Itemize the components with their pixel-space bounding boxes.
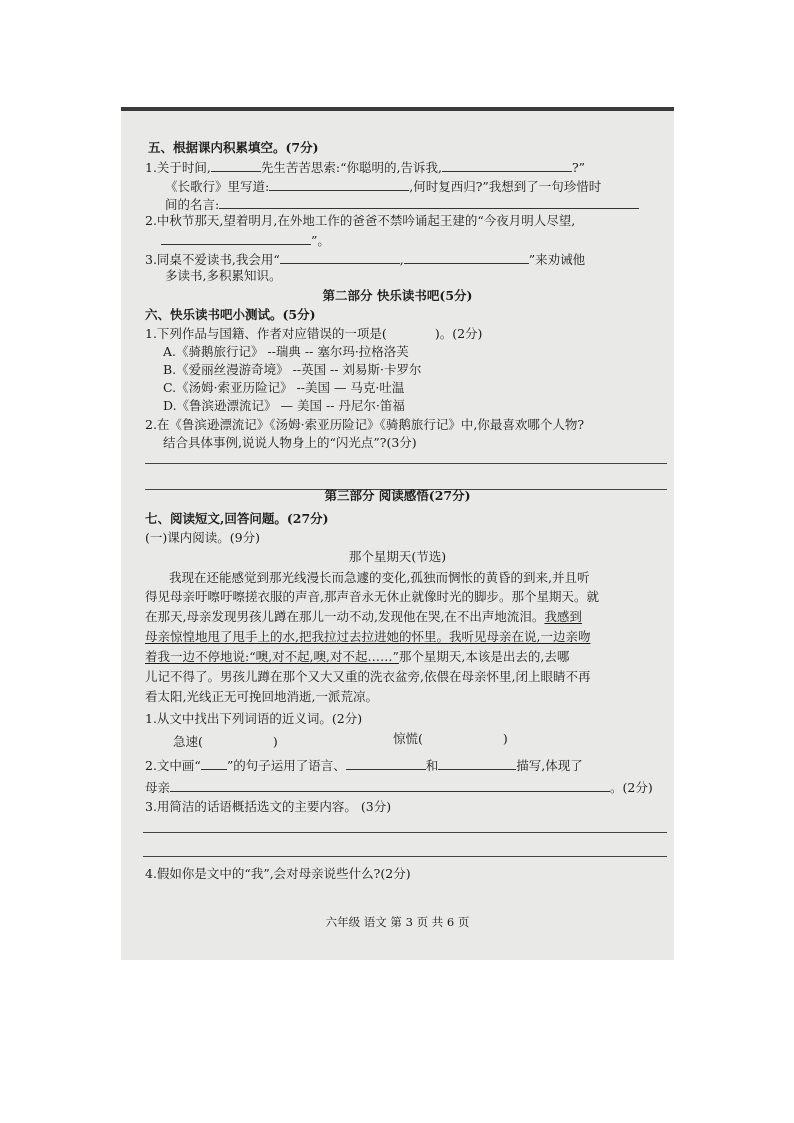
underlined-sentence: 我感到 bbox=[544, 609, 582, 624]
section-6-title: 六、快乐读书吧小测试。(5分) bbox=[145, 307, 316, 322]
photo-top-edge bbox=[121, 107, 674, 111]
answer-line[interactable] bbox=[143, 832, 667, 833]
page-footer: 六年级 语文 第 3 页 共 6 页 bbox=[325, 915, 470, 929]
s6-q1: 1.下列作品与国籍、作者对应错误的一项是( )。(2分) bbox=[145, 326, 483, 341]
part-3-heading: 第三部分 阅读感悟(27分) bbox=[324, 488, 471, 503]
s7-subsection: (一)课内阅读。(9分) bbox=[145, 530, 260, 545]
s5-q1-line2: 《长歌行》里写道: ,何时复西归?”我想到了一句珍惜时 bbox=[165, 179, 602, 194]
s7-q4: 4.假如你是文中的“我”,会对母亲说些什么?(2分) bbox=[145, 866, 411, 881]
passage-title: 那个星期天(节选) bbox=[348, 549, 447, 564]
s5-q2-line1: 2.中秋节那天,望着明月,在外地工作的爸爸不禁吟诵起王建的“今夜月明人尽望, bbox=[145, 213, 576, 228]
blank[interactable] bbox=[269, 177, 409, 191]
s5-q2-line2: ”。 bbox=[161, 231, 330, 249]
s5-q1-line3: 间的名言: bbox=[165, 195, 639, 213]
blank[interactable] bbox=[161, 231, 311, 245]
exam-page bbox=[121, 107, 674, 960]
blank[interactable] bbox=[219, 195, 639, 209]
s7-q1-word1: 急速( ) bbox=[173, 734, 278, 749]
underlined-sentence: 母亲惊惶地甩了甩手上的水,把我拉过去拉进她的怀里。我听见母亲在说,一边亲吻 bbox=[145, 629, 591, 644]
passage-line: 我现在还能感觉到那光线漫长而急遽的变化,孤独而惆怅的黄昏的到来,并且听 bbox=[169, 570, 590, 585]
s5-q3-line1: 3.同桌不爱读书,我会用“ , ”来劝诫他 bbox=[145, 252, 586, 267]
passage-line: 着我一边不停地说:“噢,对不起,噢,对不起……”那个星期天,本该是出去的,去哪 bbox=[145, 649, 570, 664]
blank[interactable] bbox=[211, 158, 261, 172]
answer-line[interactable] bbox=[143, 856, 667, 857]
section-5-title: 五、根据课内积累填空。(7分) bbox=[148, 140, 319, 155]
passage-line: 在那天,母亲发现男孩儿蹲在那儿一动不动,发现他在哭,在不出声地流泪。我感到 bbox=[145, 609, 582, 624]
s6-q2-line1: 2.在《鲁滨逊漂流记》《汤姆·索亚历险记》《骑鹅旅行记》中,你最喜欢哪个人物? bbox=[145, 417, 585, 432]
s6-q2-line2: 结合具体事例,说说人物身上的“闪光点”?(3分) bbox=[163, 435, 417, 450]
underline-sample bbox=[201, 756, 227, 770]
passage-line: 看太阳,光线正无可挽回地消逝,一派荒凉。 bbox=[145, 689, 378, 704]
s5-q3-line2: 多读书,多积累知识。 bbox=[165, 268, 282, 283]
s6-option-d: D.《鲁滨逊漂流记》 — 美国 -- 丹尼尔·笛福 bbox=[163, 398, 405, 413]
s7-q2-line2: 母亲 。(2分) bbox=[145, 780, 653, 795]
blank[interactable] bbox=[442, 158, 572, 172]
s7-q1: 1.从文中找出下列词语的近义词。(2分) bbox=[145, 711, 363, 726]
s7-q3: 3.用简洁的话语概括选文的主要内容。 (3分) bbox=[145, 799, 392, 814]
blank[interactable] bbox=[170, 778, 610, 792]
blank[interactable] bbox=[404, 250, 529, 264]
s6-option-b: B.《爱丽丝漫游奇境》 --英国 -- 刘易斯·卡罗尔 bbox=[163, 362, 422, 377]
passage-line: 得见母亲吁嚓吁嚓搓衣服的声音,那声音永无休止就像时光的脚步。那个星期天。就 bbox=[145, 589, 599, 604]
part-2-heading: 第二部分 快乐读书吧(5分) bbox=[322, 288, 473, 303]
passage-line: 儿记不得了。男孩儿蹲在那个又大又重的洗衣盆旁,依偎在母亲怀里,闭上眼睛不再 bbox=[145, 669, 591, 684]
s7-q2-line1: 2.文中画“ ”的句子运用了语言、 和 描写,体现了 bbox=[145, 758, 583, 773]
blank[interactable] bbox=[346, 756, 426, 770]
s5-q1-line1: 1.关于时间, 先生苦苦思索:“你聪明的,告诉我, ?” bbox=[145, 160, 586, 175]
s7-q1-word2: 惊慌( ) bbox=[393, 731, 508, 746]
s6-option-c: C.《汤姆·索亚历险记》 --美国 — 马克·吐温 bbox=[163, 380, 405, 395]
underlined-sentence: 着我一边不停地说:“噢,对不起,噢,对不起……” bbox=[145, 649, 399, 664]
blank[interactable] bbox=[280, 250, 400, 264]
blank[interactable] bbox=[438, 756, 516, 770]
answer-line[interactable] bbox=[145, 463, 667, 464]
s6-option-a: A.《骑鹅旅行记》 --瑞典 -- 塞尔玛·拉格洛芙 bbox=[163, 344, 409, 359]
section-7-title: 七、阅读短文,回答问题。(27分) bbox=[145, 511, 329, 526]
